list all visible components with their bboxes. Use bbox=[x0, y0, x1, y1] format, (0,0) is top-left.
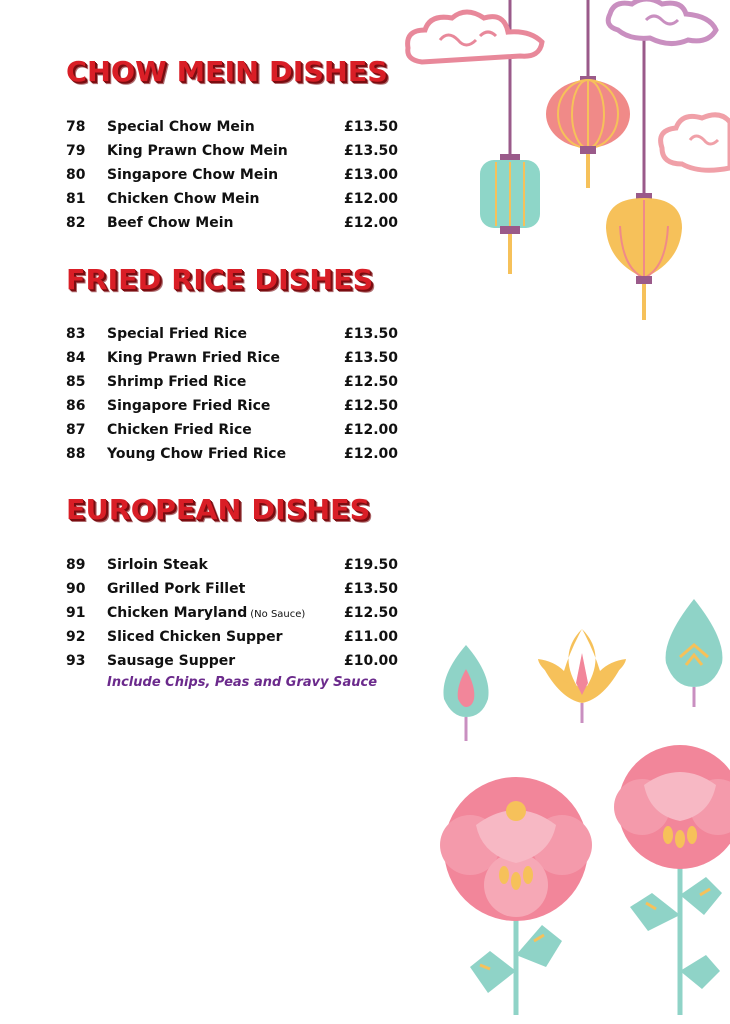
menu-item bbox=[66, 163, 399, 187]
item-number: 83 bbox=[66, 326, 86, 342]
item-price: £10.00 bbox=[344, 653, 399, 669]
item-number: 88 bbox=[66, 446, 86, 462]
item-note: (No Sauce) bbox=[250, 609, 306, 620]
item-number: 91 bbox=[66, 605, 86, 621]
item-name: Sliced Chicken Supper bbox=[107, 629, 283, 645]
item-name-text: Chicken Maryland bbox=[107, 605, 248, 621]
flowers-decoration bbox=[430, 745, 730, 1024]
menu-item bbox=[66, 370, 399, 394]
item-name: Singapore Chow Mein bbox=[107, 167, 279, 183]
item-number: 89 bbox=[66, 557, 86, 573]
menu-item bbox=[66, 442, 399, 466]
menu-item bbox=[66, 115, 399, 139]
item-number: 93 bbox=[66, 653, 86, 669]
menu-item bbox=[66, 139, 399, 163]
menu-item bbox=[66, 577, 399, 601]
menu-list-fried-rice bbox=[66, 322, 399, 466]
item-name: King Prawn Fried Rice bbox=[107, 350, 281, 366]
section-title-chow-mein: CHOW MEIN DISHES bbox=[66, 55, 388, 88]
item-name: Young Chow Fried Rice bbox=[107, 446, 287, 462]
menu-item bbox=[66, 187, 399, 211]
item-number: 81 bbox=[66, 191, 86, 207]
item-price: £13.50 bbox=[344, 581, 399, 597]
item-number: 85 bbox=[66, 374, 86, 390]
item-number: 82 bbox=[66, 215, 86, 231]
flower-icon bbox=[614, 745, 730, 869]
item-price: £12.50 bbox=[344, 398, 399, 414]
menu-item bbox=[66, 418, 399, 442]
item-name: Special Fried Rice bbox=[107, 326, 247, 342]
item-name: Chicken Fried Rice bbox=[107, 422, 252, 438]
lantern-icon bbox=[546, 76, 630, 188]
item-number: 80 bbox=[66, 167, 86, 183]
item-price: £11.00 bbox=[344, 629, 399, 645]
item-name: Sausage Supper bbox=[107, 653, 236, 669]
leaf-icon bbox=[443, 645, 488, 741]
lanterns-clouds-decoration bbox=[400, 0, 730, 330]
item-price: £12.00 bbox=[344, 191, 399, 207]
item-name: Beef Chow Mein bbox=[107, 215, 234, 231]
menu-list-chow-mein bbox=[66, 115, 399, 235]
cloud-icon bbox=[608, 0, 716, 44]
item-name: Shrimp Fried Rice bbox=[107, 374, 247, 390]
item-number: 87 bbox=[66, 422, 86, 438]
cloud-icon bbox=[661, 115, 730, 170]
item-number: 84 bbox=[66, 350, 86, 366]
menu-item bbox=[66, 601, 399, 625]
item-number: 92 bbox=[66, 629, 86, 645]
flower-leaf-icon bbox=[538, 629, 626, 723]
menu-item bbox=[66, 346, 399, 370]
menu-item bbox=[66, 394, 399, 418]
item-price: £12.00 bbox=[344, 215, 399, 231]
menu-item bbox=[66, 211, 399, 235]
item-price: £12.50 bbox=[344, 605, 399, 621]
lantern-icon bbox=[480, 154, 540, 274]
item-price: £12.00 bbox=[344, 422, 399, 438]
item-price: £13.50 bbox=[344, 350, 399, 366]
item-name: Grilled Pork Fillet bbox=[107, 581, 246, 597]
item-name: Singapore Fried Rice bbox=[107, 398, 271, 414]
cloud-icon bbox=[408, 12, 542, 62]
item-price: £13.50 bbox=[344, 326, 399, 342]
item-price: £13.00 bbox=[344, 167, 399, 183]
flower-icon bbox=[440, 777, 592, 921]
section-title-fried-rice: FRIED RICE DISHES bbox=[66, 263, 374, 296]
item-number: 90 bbox=[66, 581, 86, 597]
item-number: 79 bbox=[66, 143, 86, 159]
item-name: Sirloin Steak bbox=[107, 557, 208, 573]
leaf-icon bbox=[666, 599, 723, 707]
european-footnote: Include Chips, Peas and Gravy Sauce bbox=[107, 675, 378, 690]
menu-item bbox=[66, 322, 399, 346]
menu-list-european bbox=[66, 553, 399, 673]
item-price: £19.50 bbox=[344, 557, 399, 573]
item-number: 78 bbox=[66, 119, 86, 135]
lantern-icon bbox=[606, 193, 682, 320]
leaves-decoration bbox=[430, 595, 730, 745]
item-price: £13.50 bbox=[344, 143, 399, 159]
menu-item bbox=[66, 553, 399, 577]
item-price: £12.00 bbox=[344, 446, 399, 462]
menu-item bbox=[66, 625, 399, 649]
section-title-european: EUROPEAN DISHES bbox=[66, 493, 371, 526]
item-name: Chicken Chow Mein bbox=[107, 191, 260, 207]
item-name: King Prawn Chow Mein bbox=[107, 143, 288, 159]
menu-item bbox=[66, 649, 399, 673]
item-name: Special Chow Mein bbox=[107, 119, 255, 135]
item-name bbox=[107, 601, 305, 627]
item-price: £12.50 bbox=[344, 374, 399, 390]
item-number: 86 bbox=[66, 398, 86, 414]
item-price: £13.50 bbox=[344, 119, 399, 135]
